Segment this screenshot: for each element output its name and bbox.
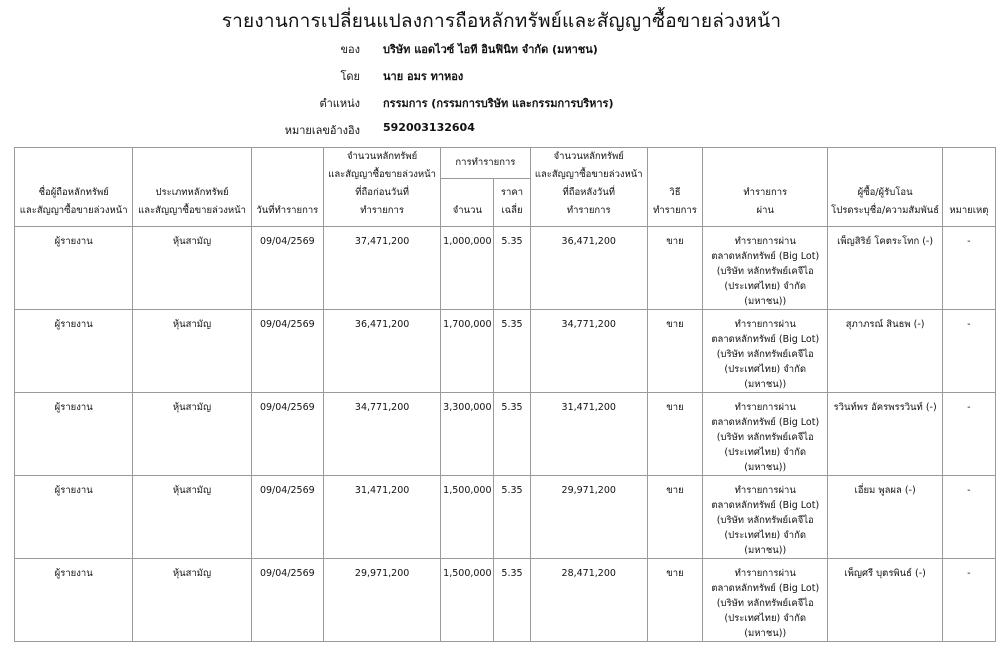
info-row-company bbox=[0, 40, 1003, 60]
cell-date: 09/04/2569 bbox=[251, 476, 323, 559]
cell-method: ขาย bbox=[647, 476, 702, 559]
col-header-date: วันที่ทำรายการ bbox=[251, 148, 323, 227]
info-value: 592003132604 bbox=[383, 121, 475, 134]
col-header-counterparty: ผู้ซื้อ/ผู้รับโอน โปรดระบุชื่อ/ความสัมพันธ์ bbox=[828, 148, 942, 227]
cell-date: 09/04/2569 bbox=[251, 393, 323, 476]
table-row bbox=[15, 310, 996, 393]
cell-price: 5.35 bbox=[494, 559, 530, 642]
info-value: กรรมการ (กรรมการบริษัท และกรรมการบริหาร) bbox=[383, 97, 614, 110]
cell-amount: 1,500,000 bbox=[441, 559, 494, 642]
col-header-after: จำนวนหลักทรัพย์ และสัญญาซื้อขายล่วงหน้า ที่ถือหลังวันที่ ทำรายการ bbox=[530, 148, 647, 227]
info-row-by bbox=[0, 67, 1003, 87]
transaction-table bbox=[14, 147, 996, 642]
col-header-before: จำนวนหลักทรัพย์ และสัญญาซื้อขายล่วงหน้า ที่ถือก่อนวันที่ ทำรายการ bbox=[323, 148, 440, 227]
info-label: ของ bbox=[340, 43, 360, 56]
cell-method: ขาย bbox=[647, 310, 702, 393]
cell-date: 09/04/2569 bbox=[251, 559, 323, 642]
cell-price: 5.35 bbox=[494, 310, 530, 393]
cell-counterparty: สุภาภรณ์ สินธพ (-) bbox=[828, 310, 942, 393]
cell-amount: 1,000,000 bbox=[441, 227, 494, 310]
cell-before: 31,471,200 bbox=[323, 476, 440, 559]
col-header-type: ประเภทหลักทรัพย์ และสัญญาซื้อขายล่วงหน้า bbox=[133, 148, 251, 227]
cell-before: 29,971,200 bbox=[323, 559, 440, 642]
cell-holder: ผู้รายงาน bbox=[15, 227, 133, 310]
cell-date: 09/04/2569 bbox=[251, 310, 323, 393]
cell-note: - bbox=[942, 393, 995, 476]
cell-price: 5.35 bbox=[494, 227, 530, 310]
cell-counterparty: เพ็ญสิริย์ โคตระโทก (-) bbox=[828, 227, 942, 310]
cell-after: 29,971,200 bbox=[530, 476, 647, 559]
cell-date: 09/04/2569 bbox=[251, 227, 323, 310]
cell-type: หุ้นสามัญ bbox=[133, 476, 251, 559]
cell-counterparty: เอี่ยม พูลผล (-) bbox=[828, 476, 942, 559]
page-title: รายงานการเปลี่ยนแปลงการถือหลักทรัพย์และสัญญาซื้อขายล่วงหน้า bbox=[221, 10, 782, 32]
cell-type: หุ้นสามัญ bbox=[133, 559, 251, 642]
cell-type: หุ้นสามัญ bbox=[133, 393, 251, 476]
col-header-method: วิธี ทำรายการ bbox=[647, 148, 702, 227]
info-label: หมายเลขอ้างอิง bbox=[284, 124, 360, 137]
cell-note: - bbox=[942, 559, 995, 642]
col-header-amount: จำนวน bbox=[441, 179, 494, 227]
col-header-note: หมายเหตุ bbox=[942, 148, 995, 227]
table-row bbox=[15, 559, 996, 642]
cell-after: 28,471,200 bbox=[530, 559, 647, 642]
cell-after: 36,471,200 bbox=[530, 227, 647, 310]
cell-price: 5.35 bbox=[494, 393, 530, 476]
table-row bbox=[15, 476, 996, 559]
cell-method: ขาย bbox=[647, 559, 702, 642]
info-label: โดย bbox=[340, 70, 360, 83]
cell-type: หุ้นสามัญ bbox=[133, 310, 251, 393]
cell-method: ขาย bbox=[647, 393, 702, 476]
cell-holder: ผู้รายงาน bbox=[15, 476, 133, 559]
cell-via: ทำรายการผ่าน ตลาดหลักทรัพย์ (Big Lot) (บริษัท หลักทรัพย์เคจีไอ (ประเทศไทย) จำกัด (มหาชน)) bbox=[703, 310, 828, 393]
cell-before: 34,771,200 bbox=[323, 393, 440, 476]
info-row-position bbox=[0, 94, 1003, 114]
cell-holder: ผู้รายงาน bbox=[15, 559, 133, 642]
cell-after: 31,471,200 bbox=[530, 393, 647, 476]
cell-note: - bbox=[942, 310, 995, 393]
info-value: นาย อมร ทาหอง bbox=[383, 70, 464, 83]
col-header-via: ทำรายการ ผ่าน bbox=[703, 148, 828, 227]
header-row bbox=[15, 148, 996, 179]
table-row bbox=[15, 227, 996, 310]
cell-via: ทำรายการผ่าน ตลาดหลักทรัพย์ (Big Lot) (บริษัท หลักทรัพย์เคจีไอ (ประเทศไทย) จำกัด (มหาชน)) bbox=[703, 559, 828, 642]
cell-via: ทำรายการผ่าน ตลาดหลักทรัพย์ (Big Lot) (บริษัท หลักทรัพย์เคจีไอ (ประเทศไทย) จำกัด (มหาชน)) bbox=[703, 393, 828, 476]
cell-via: ทำรายการผ่าน ตลาดหลักทรัพย์ (Big Lot) (บริษัท หลักทรัพย์เคจีไอ (ประเทศไทย) จำกัด (มหาชน)) bbox=[703, 227, 828, 310]
cell-amount: 1,500,000 bbox=[441, 476, 494, 559]
cell-via: ทำรายการผ่าน ตลาดหลักทรัพย์ (Big Lot) (บริษัท หลักทรัพย์เคจีไอ (ประเทศไทย) จำกัด (มหาชน)) bbox=[703, 476, 828, 559]
col-header-price: ราคา เฉลี่ย bbox=[494, 179, 530, 227]
cell-holder: ผู้รายงาน bbox=[15, 310, 133, 393]
cell-type: หุ้นสามัญ bbox=[133, 227, 251, 310]
cell-note: - bbox=[942, 227, 995, 310]
info-label: ตำแหน่ง bbox=[319, 97, 360, 110]
info-row-reference bbox=[0, 121, 1003, 141]
cell-amount: 1,700,000 bbox=[441, 310, 494, 393]
cell-counterparty: เพ็ญศรี บุตรพินธ์ (-) bbox=[828, 559, 942, 642]
cell-note: - bbox=[942, 476, 995, 559]
cell-amount: 3,300,000 bbox=[441, 393, 494, 476]
cell-after: 34,771,200 bbox=[530, 310, 647, 393]
cell-before: 37,471,200 bbox=[323, 227, 440, 310]
info-value: บริษัท แอดไวซ์ ไอที อินฟินิท จำกัด (มหาชน) bbox=[383, 43, 598, 56]
col-header-holder: ชื่อผู้ถือหลักทรัพย์ และสัญญาซื้อขายล่วงหน้า bbox=[15, 148, 133, 227]
cell-holder: ผู้รายงาน bbox=[15, 393, 133, 476]
cell-method: ขาย bbox=[647, 227, 702, 310]
cell-price: 5.35 bbox=[494, 476, 530, 559]
cell-before: 36,471,200 bbox=[323, 310, 440, 393]
table-row bbox=[15, 393, 996, 476]
col-header-transaction-group: การทำรายการ bbox=[441, 148, 530, 179]
cell-counterparty: รวินท์พร อัครพรรวินท์ (-) bbox=[828, 393, 942, 476]
